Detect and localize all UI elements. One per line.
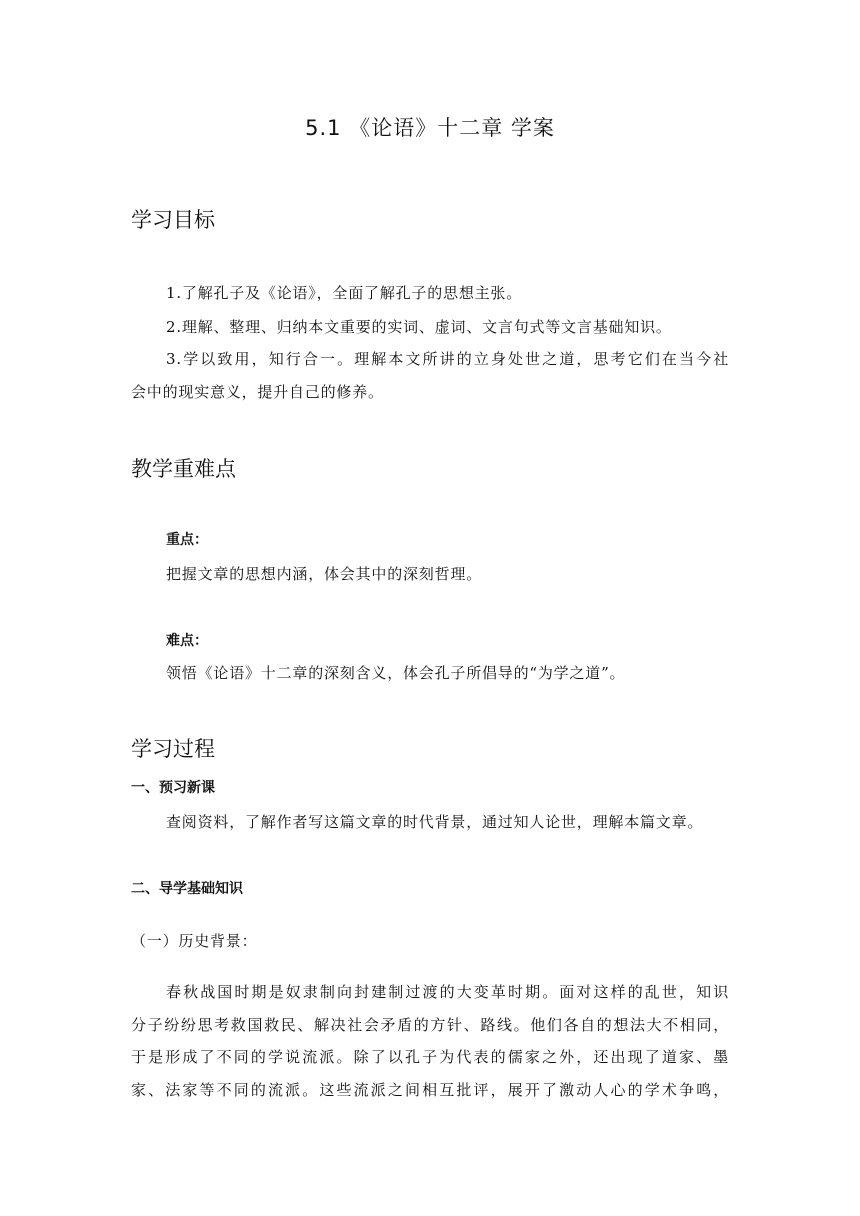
- difficult-point-text: 领悟《论语》十二章的深刻含义，体会孔子所倡导的“为学之道”。: [166, 664, 626, 682]
- section-basics-title: 二、导学基础知识: [131, 881, 243, 897]
- process-heading: 学习过程: [131, 737, 215, 761]
- subsection-history-title: （一）历史背景：: [131, 932, 258, 950]
- objective-item-3-line-2: 会中的现实意义，提升自己的修养。: [131, 383, 384, 401]
- history-paragraph-line-2: 分子纷纷思考救国救民、解决社会矛盾的方针、路线。他们各自的想法大不相同，: [131, 1016, 729, 1034]
- objective-item-3-line-1: 3.学以致用，知行合一。理解本文所讲的立身处世之道，思考它们在当今社: [166, 350, 729, 368]
- objectives-heading: 学习目标: [131, 208, 215, 232]
- document-title: 5.1 《论语》十二章 学案: [305, 116, 555, 140]
- difficult-point-label: 难点：: [166, 633, 208, 649]
- section-preview-text: 查阅资料，了解作者写这篇文章的时代背景，通过知人论世，理解本篇文章。: [166, 813, 704, 831]
- difficulties-heading: 教学重难点: [131, 457, 236, 481]
- objective-item-2: 2.理解、整理、归纳本文重要的实词、虚词、文言句式等文言基础知识。: [166, 318, 672, 336]
- history-paragraph-line-3: 于是形成了不同的学说流派。除了以孔子为代表的儒家之外，还出现了道家、墨: [131, 1048, 729, 1066]
- key-point-text: 把握文章的思想内涵，体会其中的深刻哲理。: [166, 565, 483, 583]
- objective-item-1: 1.了解孔子及《论语》，全面了解孔子的思想主张。: [166, 284, 523, 302]
- section-preview-title: 一、预习新课: [131, 780, 215, 796]
- history-paragraph-line-1: 春秋战国时期是奴隶制向封建制过渡的大变革时期。面对这样的乱世，知识: [166, 983, 729, 1001]
- history-paragraph-line-4: 家、法家等不同的流派。这些流派之间相互批评，展开了激动人心的学术争鸣，: [131, 1081, 729, 1099]
- key-point-label: 重点：: [166, 532, 208, 548]
